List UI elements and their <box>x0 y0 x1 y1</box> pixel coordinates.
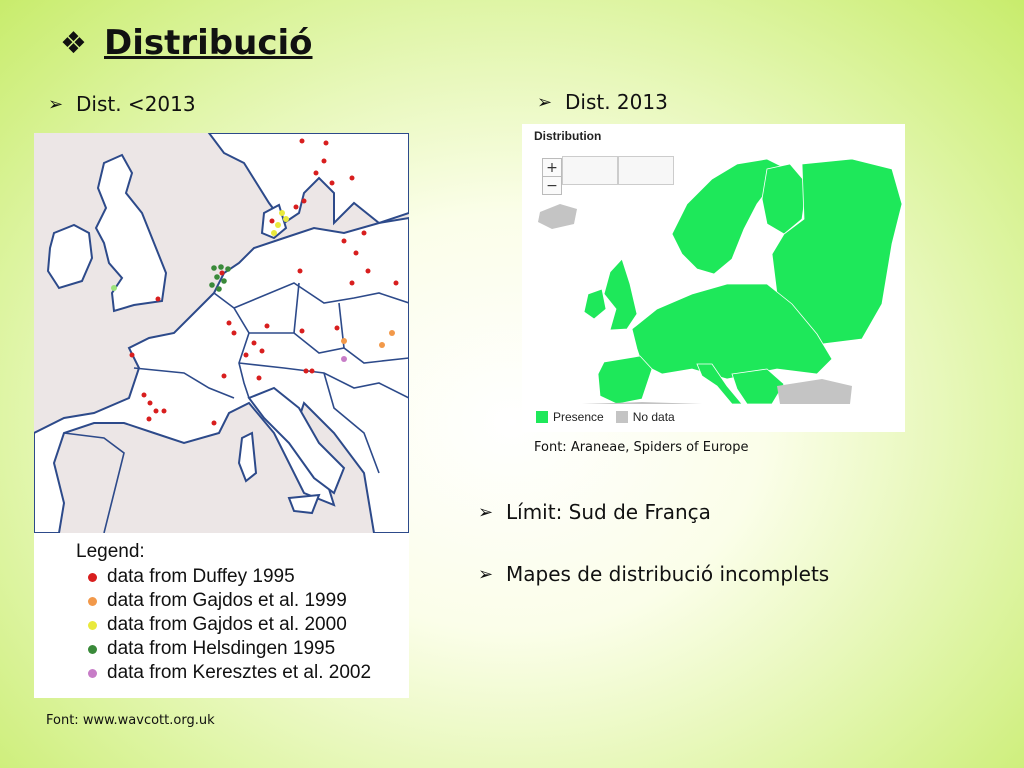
record-point <box>314 171 319 176</box>
record-point <box>350 176 355 181</box>
record-point <box>130 353 135 358</box>
record-point <box>394 281 399 286</box>
presence-legend <box>536 410 675 424</box>
presence-regions <box>584 159 902 404</box>
record-point <box>304 369 309 374</box>
balkans-presence <box>732 369 784 404</box>
record-point <box>322 159 327 164</box>
record-point <box>225 266 231 272</box>
current-distribution-map <box>522 124 905 432</box>
north-africa-region <box>582 402 702 404</box>
legend-item <box>76 613 409 637</box>
turkey-region <box>777 379 852 404</box>
conclusion-item <box>478 500 711 524</box>
record-point <box>221 278 227 284</box>
record-point <box>209 282 215 288</box>
record-point <box>111 285 117 291</box>
record-point <box>142 393 147 398</box>
record-point <box>389 330 395 336</box>
page-title: Distribució <box>104 23 313 63</box>
record-point <box>354 251 359 256</box>
record-point <box>341 356 347 362</box>
map-legend <box>34 533 409 698</box>
presence-swatch-icon <box>536 411 548 423</box>
legend-item-label: data from Duffey 1995 <box>107 566 295 587</box>
record-point <box>257 376 262 381</box>
legend-item <box>76 565 409 589</box>
left-heading <box>48 92 196 116</box>
record-point <box>330 181 335 186</box>
arrow-bullet-icon: ➢ <box>478 501 494 523</box>
record-point <box>222 374 227 379</box>
record-point <box>232 331 237 336</box>
record-point <box>342 239 347 244</box>
four-diamond-bullet-icon: ❖ <box>60 25 87 61</box>
record-point <box>214 274 220 280</box>
legend-item-label: data from Gajdos et al. 1999 <box>107 590 347 611</box>
record-point <box>244 353 249 358</box>
record-point <box>302 199 307 204</box>
no-data-legend-label: No data <box>632 410 675 424</box>
legend-item-label: data from Keresztes et al. 2002 <box>107 662 372 683</box>
record-point <box>252 341 257 346</box>
record-point <box>227 321 232 326</box>
record-point <box>362 231 367 236</box>
europe-presence-map <box>522 124 905 404</box>
map-panel-title: Distribution <box>534 129 602 143</box>
arrow-bullet-icon: ➢ <box>478 563 494 585</box>
no-data-swatch-icon <box>616 411 628 423</box>
left-map-source: Font: www.wavcott.org.uk <box>46 713 215 728</box>
record-point <box>366 269 371 274</box>
record-point <box>350 281 355 286</box>
record-point <box>212 421 217 426</box>
historical-distribution-map <box>34 133 409 698</box>
record-point <box>341 338 347 344</box>
ireland-presence <box>584 289 606 319</box>
legend-item <box>76 589 409 613</box>
right-map-source: Font: Araneae, Spiders of Europe <box>534 440 749 455</box>
arrow-bullet-icon: ➢ <box>48 93 64 115</box>
record-point <box>148 401 153 406</box>
record-point <box>298 269 303 274</box>
record-point <box>335 326 340 331</box>
iberia-presence <box>598 356 652 404</box>
yellow-dot-icon <box>88 621 97 630</box>
record-point <box>154 409 159 414</box>
red-dot-icon <box>88 573 97 582</box>
great-britain-presence <box>604 259 637 330</box>
record-point <box>279 210 285 216</box>
record-point <box>265 324 270 329</box>
legend-item-label: data from Helsdingen 1995 <box>107 638 336 659</box>
conclusion-text: Mapes de distribució incomplets <box>506 562 830 586</box>
record-point <box>216 286 222 292</box>
slide-title <box>60 18 313 68</box>
record-point <box>379 342 385 348</box>
record-point <box>300 139 305 144</box>
record-point <box>270 219 275 224</box>
record-point <box>260 349 265 354</box>
presence-legend-label: Presence <box>553 410 604 424</box>
record-point <box>271 230 277 236</box>
record-point <box>220 271 225 276</box>
record-point <box>211 265 217 271</box>
orange-dot-icon <box>88 597 97 606</box>
zoom-out-button[interactable]: − <box>542 176 562 195</box>
record-point <box>300 329 305 334</box>
legend-title: Legend: <box>76 541 145 562</box>
right-heading-text: Dist. 2013 <box>565 90 668 114</box>
record-point <box>156 297 161 302</box>
legend-item-label: data from Gajdos et al. 2000 <box>107 614 347 635</box>
right-heading <box>537 90 668 114</box>
record-point <box>147 417 152 422</box>
record-point <box>310 369 315 374</box>
legend-item <box>76 661 409 685</box>
legend-item <box>76 637 409 661</box>
record-point <box>324 141 329 146</box>
record-point <box>275 222 281 228</box>
record-point <box>218 264 224 270</box>
conclusion-text: Límit: Sud de França <box>506 500 711 524</box>
europe-map-records <box>34 133 409 533</box>
green-dot-icon <box>88 645 97 654</box>
record-point <box>162 409 167 414</box>
record-point <box>283 216 289 222</box>
left-heading-text: Dist. <2013 <box>76 92 196 116</box>
conclusion-item <box>478 562 829 586</box>
record-point <box>294 205 299 210</box>
iceland-region <box>538 204 577 229</box>
zoom-in-button[interactable]: + <box>542 158 562 177</box>
arrow-bullet-icon: ➢ <box>537 91 553 113</box>
pink-dot-icon <box>88 669 97 678</box>
